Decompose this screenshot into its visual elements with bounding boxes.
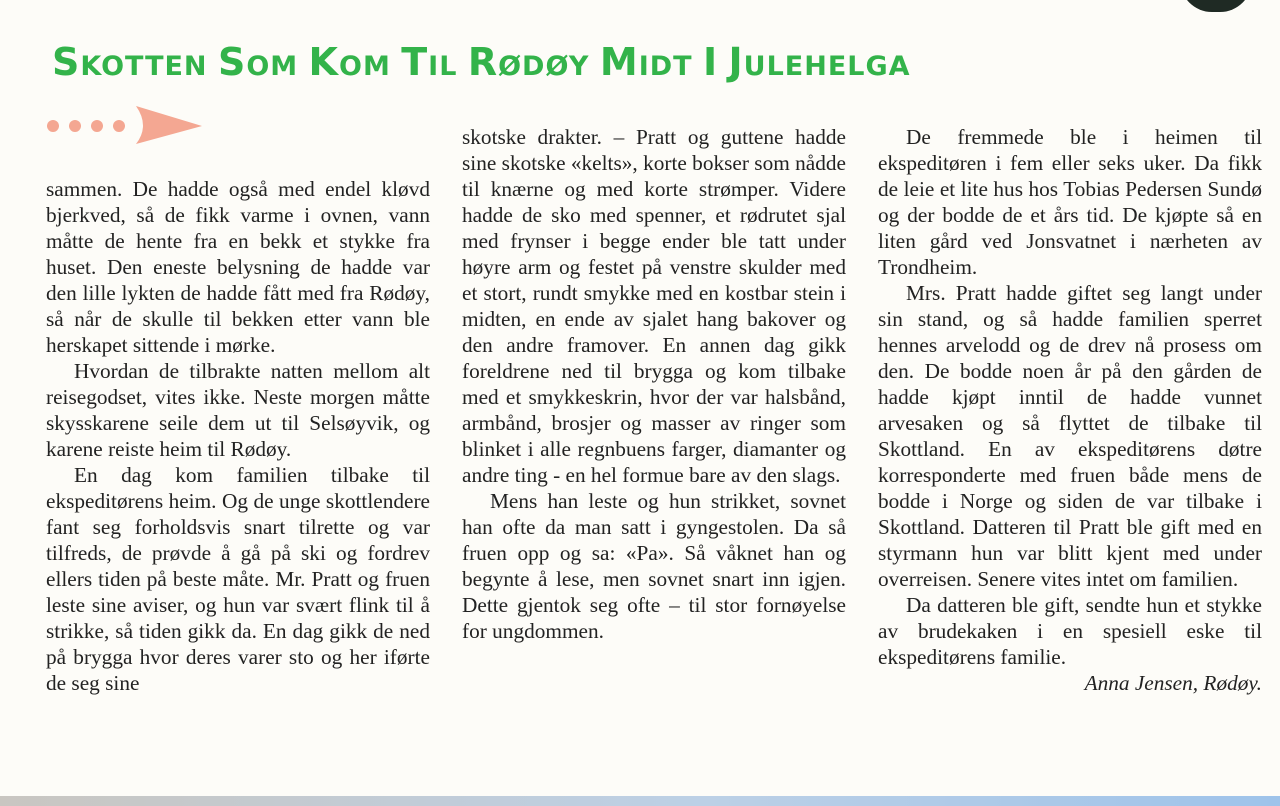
text-column-1 — [46, 176, 430, 696]
text-column-2 — [462, 124, 846, 644]
corner-decoration — [1180, 0, 1252, 12]
arrow-dots-icon — [44, 104, 204, 144]
paragraph: En dag kom familien tilbake til ekspeditørens heim. Og de unge skottlendere fant seg forholdsvis snart tilrette og var tilfreds, de prøvde å gå på ski og fordrev ellers tiden på beste måte. Mr. Pratt og fruen leste sine aviser, og hun var svært flink til å strikke, så tiden gikk da. En dag gikk de ned på brygga hvor deres varer sto og her iførte de seg sine — [46, 463, 430, 695]
article-title: SKOTTEN SOM KOM TIL RØDØY MIDT I JULEHELGA — [52, 40, 911, 84]
author-signature: Anna Jensen, Rødøy. — [1084, 671, 1262, 695]
paragraph: De fremmede ble i heimen til ekspeditøren i fem eller seks uker. Da fikk de leie et lite hus hos Tobias Pedersen Sundø og der bodde de et års tid. De kjøpte så en liten gård ved Jonsvatnet i nærheten av Trondheim. — [878, 125, 1262, 279]
paragraph: sammen. De hadde også med endel kløvd bjerkved, så de fikk varme i ovnen, vann måtte de hente fra en bekk et stykke fra huset. Den eneste belysning de hadde var den lille lykten de hadde fått med fra Rødøy, så når de skulle til bekken etter vann ble herskapet sittende i mørke. — [46, 177, 430, 357]
paragraph: Mens han leste og hun strikket, sovnet han ofte da man satt i gyngestolen. Da så fruen opp og sa: «Pa». Så våknet han og begynte å lese, men sovnet snart inn igjen. Dette gjentok seg ofte – til stor fornøyelse for ungdommen. — [462, 489, 846, 643]
paragraph: skotske drakter. – Pratt og guttene hadde sine skotske «kelts», korte bokser som nådde til knærne og med korte strømper. Videre hadde de sko med spenner, et rødrutet sjal med frynser i begge ender ble tatt under høyre arm og festet på venstre skulder med et stort, rundt smykke med en kostbar stein i midten, en ende av sjalet hang bakover og den andre framover. En annen dag gikk foreldrene ned til brygga og kom tilbake med et smykkeskrin, hvor der var halsbånd, armbånd, brosjer og masser av ringer som blinket i alle regnbuens farger, diamanter og andre ting - en hel formue bare av den slags. — [462, 125, 846, 487]
paragraph: Hvordan de tilbrakte natten mellom alt reisegodset, vites ikke. Neste morgen måtte skysskarene seile dem ut til Selsøyvik, og karene reiste heim til Rødøy. — [46, 359, 430, 461]
page-edge-strip — [0, 796, 1280, 806]
paragraph: Mrs. Pratt hadde giftet seg langt under sin stand, og så hadde familien sperret hennes arvelodd og de drev nå prosess om den. De bodde noen år på den gården de hadde kjøpt inntil de hadde vunnet arvesaken og så flyttet de tilbake til Skottland. En av ekspeditørens døtre korresponderte med fruen både mens de bodde i Norge og siden de var tilbake i Skottland. Datteren til Pratt ble gift med en styrmann hun var blitt kjent med under overreisen. Senere vites intet om familien. — [878, 281, 1262, 591]
paragraph: Da datteren ble gift, sendte hun et stykke av brudekaken i en spesiell eske til ekspeditørens familie. — [878, 593, 1262, 669]
text-column-3 — [878, 124, 1262, 696]
